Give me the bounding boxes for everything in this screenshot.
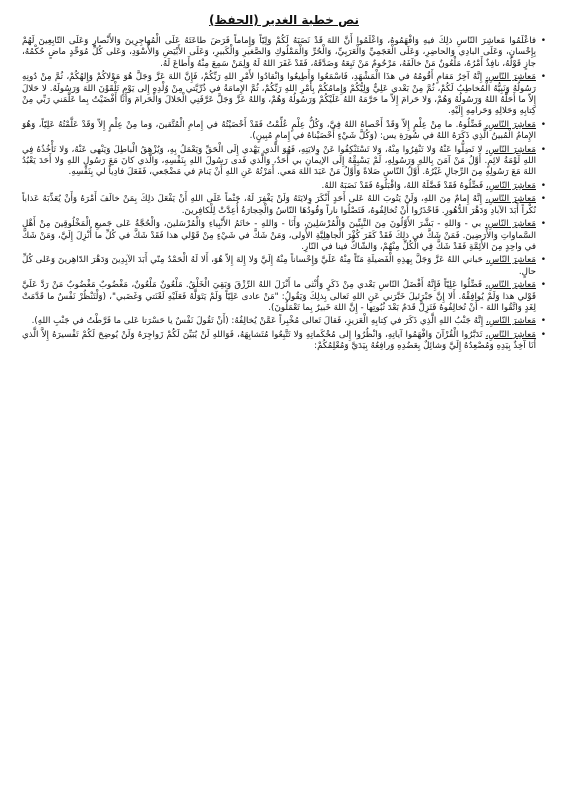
paragraph-4 bbox=[22, 145, 546, 179]
paragraph-text: تَدَبَّرُوا الْقُرْآنَ وَافْهَمُوا آياتِهِ، وَانْظُرُوا إِلى مُحْكَماتِهِ وَلا تَتَّبِعُوا مُتَشابِهَهُ، فَوَاللهِ لَنْ يُبَيِّنَ لَكُمْ زَواجِرَهُ وَلَنْ يُوضِحَ لَكُمْ تَفْسيرَهُ إِلاَّ الَّذي أَنَا آخِذٌ بِيَدِهِ وَمُصْعِدُهُ إِلَيَّ وَشائِلٌ بِعَضُدِهِ وَرافِعُهُ بِيَدَيَّ وَمُعْلِمُكُمْ: bbox=[22, 329, 536, 352]
paragraph-lead: مَعاشِرَ النّاسِ، bbox=[485, 329, 536, 340]
paragraph-11 bbox=[22, 330, 546, 353]
paragraph-lead: مَعاشِرَ النّاسِ، bbox=[485, 280, 536, 291]
paragraph-2 bbox=[22, 72, 546, 118]
paragraph-7 bbox=[22, 219, 546, 253]
paragraph-text: فَضِّلُوهُ فَقَدْ فَضَّلَهُ اللهُ، وَاقْبَلُوهُ فَقَدْ نَصَبَهُ اللهُ. bbox=[321, 180, 484, 191]
paragraph-5 bbox=[22, 181, 546, 192]
paragraph-1 bbox=[22, 36, 546, 70]
document-page bbox=[22, 12, 546, 355]
paragraph-text: إِنَّهُ إِمامٌ مِنَ اللهِ، وَلَنْ يَتُوبَ اللهُ عَلى أَحَدٍ أَنْكَرَ وِلايَتَهُ وَلَنْ يَغْفِرَ لَهُ، حَتْماً عَلَى اللهِ أَنْ يَفْعَلَ ذلِكَ بِمَنْ خالَفَ أَمْرَهُ وَأَنْ يُعَذِّبَهُ عَذاباً نُكْراً أَبَدَ الآبادِ وَدَهْرَ الدُّهُورِ. فَاحْذَرُوا أَنْ تُخالِفُوهُ، فَتَصْلُوا ناراً وَقُودُهَا النّاسُ وَالْحِجارَةُ أُعِدَّتْ لِلْكافِرينَ. bbox=[22, 194, 536, 216]
paragraph-lead: مَعاشِرَ النّاسِ، bbox=[485, 255, 536, 266]
paragraph-text: فَضِّلُوا عَلِيّاً فَإِنَّهُ أَفْضَلُ النّاسِ بَعْدي مِنْ ذَكَرٍ وَأُنْثى ما أَنْزَلَ اللهُ الرِّزْقَ وَبَقِيَ الْخَلْقُ. مَلْعُونٌ مَلْعُونٌ، مَغْضُوبٌ مَغْضُوبٌ مَنْ رَدَّ عَلَيَّ قَوْلي هذا وَلَمْ يُوافِقْهُ. أَلا إِنَّ جَبْرَئيلَ خَبَّرَني عَنِ اللهِ تَعالى بِذلِكَ وَيَقُولُ: "مَنْ عادى عَلِيّاً وَلَمْ يَتَوَلَّهُ فَعَلَيْهِ لَعْنَتي وَغَضَبي"، (وَلْتَنْظُرْ نَفْسٌ ما قَدَّمَتْ لِغَدٍ وَاتَّقُوا اللهَ - أَنْ تُخالِفُوهُ فَتَزِلَّ قَدَمٌ بَعْدَ ثُبُوتِها - إِنَّ اللهَ خَبيرٌ بِما تَعْمَلُونَ). bbox=[22, 280, 536, 313]
paragraph-3 bbox=[22, 120, 546, 143]
paragraph-lead: مَعاشِرَ النّاسِ، bbox=[485, 316, 536, 327]
paragraph-6 bbox=[22, 194, 546, 217]
paragraph-lead: مَعاشِرَ النّاسِ، bbox=[484, 219, 536, 230]
paragraph-lead: مَعاشِرَ النّاسِ، bbox=[485, 144, 536, 155]
paragraph-text: حَباني اللهُ عَزَّ وَجَلَّ بِهذِهِ الْفَضيلَةِ مَنّاً مِنْهُ عَلَيَّ وَإِحْساناً مِنْهُ إِلَيَّ وَلا إِلهَ إِلاّ هُوَ، أَلا لَهُ الْحَمْدُ مِنّي أَبَدَ الآبِدِينَ وَدَهْرَ الدّاهِرينَ وَعَلى كُلِّ حالٍ. bbox=[22, 255, 536, 277]
paragraph-8 bbox=[22, 255, 546, 278]
paragraph-lead: مَعاشِرَ النّاسِ، bbox=[485, 72, 536, 83]
paragraph-lead: مَعاشِرَ النّاسِ، bbox=[485, 194, 536, 205]
paragraph-text: إِنَّهُ جَنْبُ اللهِ الَّذِي ذَكَرَ في كِتابِهِ الْعَزيزِ، فَقالَ تَعالى مُخْبِراً عَمَّنْ يُخالِفُهُ: (أَنْ تَقُولَ نَفْسٌ يا حَسْرَتا عَلى ما فَرَّطْتُ في جَنْبِ اللهِ). bbox=[31, 316, 484, 327]
paragraph-text: بي - وَاللهِ - بَشَّرَ الأَوَّلُونَ مِنَ النَّبِيِّينَ وَالْمُرْسَلِينَ، وَأَنَا - وَاللهِ - خاتَمُ الأَنْبِياءِ وَالْمُرْسَلينَ، وَالْحُجَّةُ عَلى جَميعِ الْمَخْلُوقِينَ مِنْ أَهْلِ السَّماواتِ وَالأَرَضِينَ. فَمَنْ شَكَّ في ذلِكَ فَقَدْ كَفَرَ كُفْرَ الْجاهِلِيَّةِ الأُولى، وَمَنْ شَكَّ في شَيْءٍ مِنْ قَوْلي هذا فَقَدْ شَكَّ في كُلِّ ما أُنْزِلَ إِلَيَّ، وَمَنْ شَكَّ في واحِدٍ مِنَ الأَئِمَّةِ فَقَدْ شَكَّ فِي الْكُلِّ مِنْهُمْ، وَالشّاكُّ فينا في النّارِ. bbox=[22, 219, 536, 252]
paragraph-text: فاعْلَمُوا مَعاشِرَ النّاسِ ذلِكَ فيهِ وَافْهَمُوهُ، وَاعْلَمُوا أَنَّ اللهَ قَدْ نَصَبَهُ لَكُمْ وَلِيّاً وَإِماماً فَرَضَ طاعَتَهُ عَلَى الْمُهاجِرِينَ وَالأَنْصارِ وَعَلَى التّابِعِينَ لَهُمْ بِإِحْسانٍ، وَعَلَى البادِي وَالحاضِرِ، وَعَلَى الْعَجَمِيِّ وَالْعَرَبِيِّ، وَالْحُرِّ وَالْمَمْلُوكِ وَالصَّغيرِ وَالْكَبيرِ، وَعَلَى الأَبْيَضِ وَالأَسْوَدِ، وَعَلى كُلِّ مُوَحِّدٍ ماضٍ حُكْمُهُ، جازٍ قَوْلُهُ، نافِذٌ أَمْرُهُ، مَلْعُونٌ مَنْ خالَفَهُ، مَرْحُومٌ مَنْ تَبِعَهُ وَصَدَّقَهُ، فَقَدْ غَفَرَ اللهُ لَهُ وَلِمَنْ سَمِعَ مِنْهُ وَأَطاعَ لَهُ. bbox=[22, 36, 536, 69]
paragraph-lead: مَعاشِرَ النّاسِ، bbox=[485, 119, 536, 130]
paragraph-10 bbox=[22, 316, 546, 327]
paragraph-9 bbox=[22, 280, 546, 314]
paragraph-text: لا تَضِلُّوا عَنْهُ وَلا تَنْفِرُوا مِنْهُ، وَلا تَسْتَنْكِفُوا عَنْ وِلايَتِهِ، فَهُوَ الَّذي يَهْدي إِلَى الْحَقِّ وَيَعْمَلُ بِهِ، وَيُزْهِقُ الْباطِلَ وَيَنْهى عَنْهُ، وَلا تَأْخُذُهُ فِي اللهِ لَوْمَةُ لائِمٍ. أَوَّلُ مَنْ آمَنَ بِاللهِ وَرَسُولِهِ، لَمْ يَسْبِقْهُ إِلَى الإيمانِ بي أَحَدٌ، وَالَّذي فَدى رَسُولَ اللهِ بِنَفْسِهِ، وَالَّذي كانَ مَعَ رَسُولِ اللهِ وَلا أَحَدَ يَعْبُدُ اللهَ مَعَ رَسُولِهِ مِنَ الرِّجالِ غَيْرُهُ. أَوَّلُ النّاسِ صَلاةً وَأَوَّلُ مَنْ عَبَدَ اللهَ مَعي. أَمَرْتُهُ عَنِ اللهِ أَنْ يَنامَ في مَضْجَعي، فَفَعَلَ فادِياً لي بِنَفْسِهِ. bbox=[22, 144, 536, 178]
paragraph-text: إِنَّهُ آخِرُ مَقامٍ أَقُومُهُ في هذَا الْمَشْهَدِ، فَاسْمَعُوا وَأَطِيعُوا وَانْقادُوا لأَمْرِ اللهِ رَبِّكُمْ، فَإِنَّ اللهَ عَزَّ وَجَلَّ هُوَ مَوْلاكُمْ وَإِلهُكُمْ، ثُمَّ مِنْ دُونِهِ رَسُولُهُ وَنَبِيُّهُ الْمُخاطِبُ لَكُمْ، ثُمَّ مِنْ بَعْدي عَلِيٌّ وَلِيُّكُمْ وَإِمامُكُمْ بِأَمْرِ اللهِ رَبِّكُمْ، ثُمَّ الإِمامَةُ في ذُرِّيَّتي مِنْ وُلْدِهِ إِلى يَوْمٍ تَلْقَوْنَ اللهَ وَرَسُولَهُ. لا حَلالَ إِلاّ ما أَحَلَّهُ اللهُ وَرَسُولُهُ وَهُمْ، وَلا حَرامَ إِلاّ ما حَرَّمَهُ اللهُ عَلَيْكُمْ وَرَسُولُهُ وَهُمْ، وَاللهُ عَزَّ وَجَلَّ عَرَّفَنِي الْحَلالَ وَالْحَرامَ وَأَنَا أَفْضَيْتُ بِما عَلَّمَني رَبِّي مِنْ كِتابِهِ وَحَلالِهِ وَحَرامِهِ إِلَيْهِ. bbox=[22, 72, 536, 117]
paragraph-list bbox=[22, 36, 546, 353]
document-title: نص خطبة الغدير (الحفظ) bbox=[209, 13, 359, 27]
paragraph-text: فَضِّلُوهُ. ما مِنْ عِلْمٍ إِلاّ وَقَدْ أَحْصاهُ اللهُ فِيَّ، وَكُلُّ عِلْمٍ عُلِّمْتُ فَقَدْ أَحْصَيْتُهُ في إِمامِ الْمُتَّقينَ، وَما مِنْ عِلْمٍ إِلاّ وَقَدْ عَلَّمْتُهُ عَلِيّاً، وَهُوَ الإِمامُ الْمُبينُ الَّذِي ذَكَرَهُ اللهُ في سُورَةِ يس: (وَكُلَّ شَيْءٍ أَحْصَيْناهُ في إِمامٍ مُبِينٍ). bbox=[22, 119, 536, 142]
paragraph-lead: مَعاشِرَ النّاسِ، bbox=[485, 180, 536, 191]
